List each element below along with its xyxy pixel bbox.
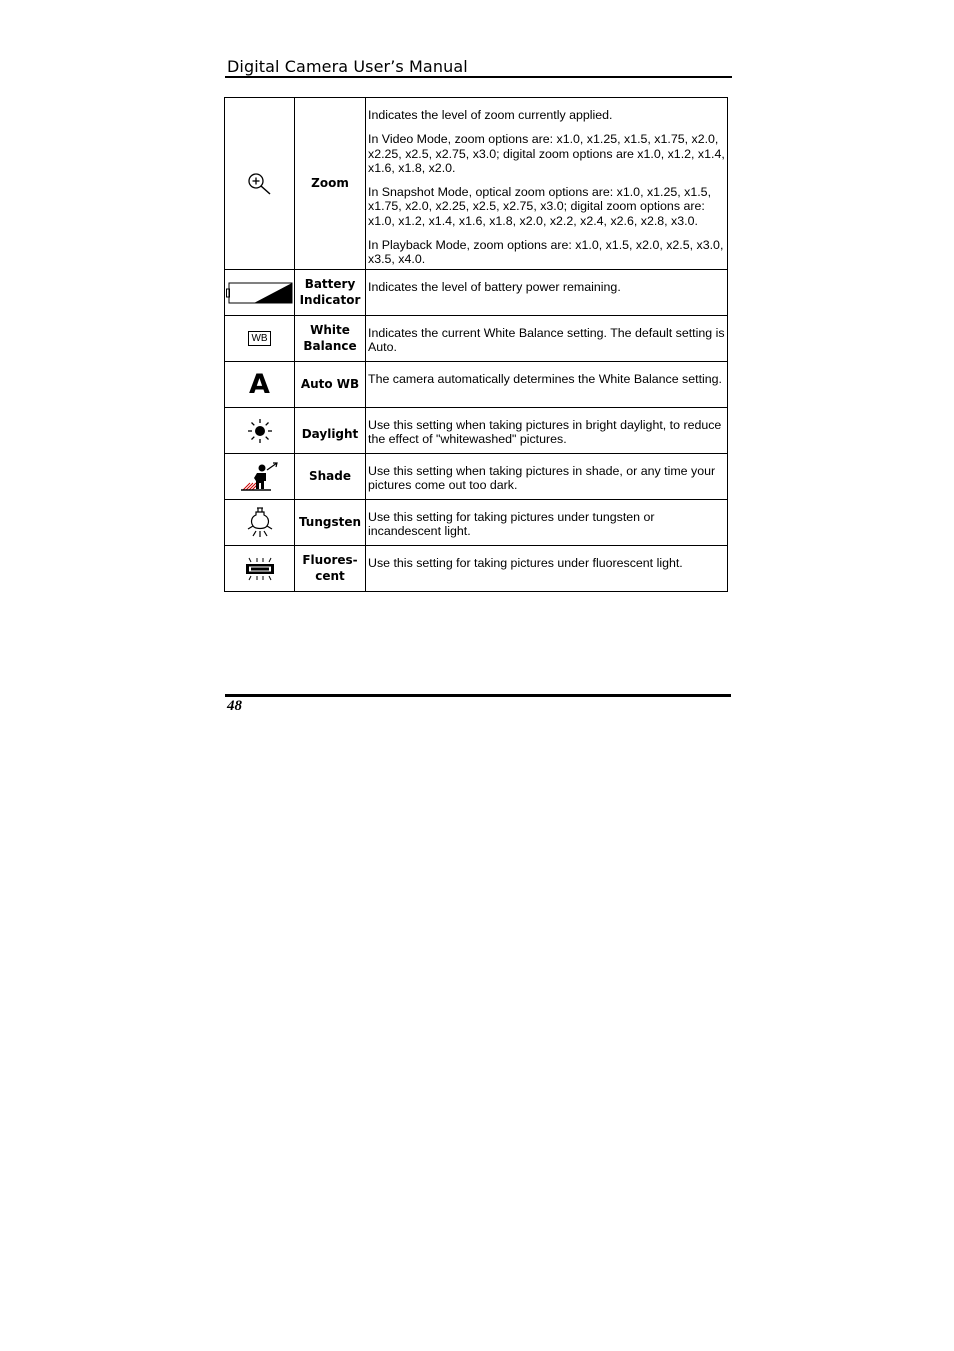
setting-description: Use this setting when taking pictures in shade, or any time your pictures come out too dark. xyxy=(366,454,728,500)
camera-settings-table xyxy=(224,97,728,592)
table-row xyxy=(225,98,728,270)
page-number: 48 xyxy=(227,698,242,714)
auto-wb-icon: A xyxy=(249,368,270,400)
setting-name: Zoom xyxy=(295,98,366,270)
setting-name: Battery Indicator xyxy=(295,270,366,316)
setting-description: Indicates the level of battery power remaining. xyxy=(366,270,728,316)
setting-description: Use this setting for taking pictures under tungsten or incandescent light. xyxy=(366,500,728,546)
zoom-magnifier-icon xyxy=(247,172,273,196)
daylight-sun-icon xyxy=(247,418,273,444)
setting-name: White Balance xyxy=(295,316,366,362)
table-row xyxy=(225,362,728,408)
table-row xyxy=(225,316,728,362)
table-row xyxy=(225,270,728,316)
header-rule xyxy=(225,76,732,78)
battery-icon xyxy=(226,281,293,305)
setting-description: Indicates the current White Balance setting. The default setting is Auto. xyxy=(366,316,728,362)
table-row xyxy=(225,546,728,592)
setting-name: Shade xyxy=(295,454,366,500)
tungsten-bulb-icon xyxy=(245,507,275,539)
setting-name: Auto WB xyxy=(295,362,366,408)
setting-description: Indicates the level of zoom currently applied. In Video Mode, zoom options are: x1.0, x1.25, x1.5, x1.75, x2.0, x2.25, x2.5, x2.75, x3.0; digital zoom options are x1.0, x1.2, x1.4, x1.6, x1.8, x2.0. In Snapshot Mode, optical zoom options are: x1.0, x1.25, x1.5, x1.75, x2.0, x2.25, x2.5, x2.75, x3.0; digital zoom options are: x1.0, x1.2, x1.4, x1.6, x1.8, x2.0, x2.2, x2.4, x2.6, x2.8, x3.0. In Playback Mode, zoom options are: x1.0, x1.5, x2.0, x2.5, x3.0, x3.5, x4.0. xyxy=(366,98,728,270)
fluorescent-tube-icon xyxy=(244,557,276,581)
page-header-title: Digital Camera User’s Manual xyxy=(227,57,468,76)
table-row xyxy=(225,500,728,546)
footer-rule xyxy=(225,694,731,697)
setting-description: Use this setting for taking pictures under fluorescent light. xyxy=(366,546,728,592)
setting-name: Tungsten xyxy=(295,500,366,546)
white-balance-icon: WB xyxy=(248,331,270,346)
setting-name: Fluores- cent xyxy=(295,546,366,592)
table-row xyxy=(225,454,728,500)
setting-name: Daylight xyxy=(295,408,366,454)
table-row xyxy=(225,408,728,454)
setting-description: The camera automatically determines the White Balance setting. xyxy=(366,362,728,408)
setting-description: Use this setting when taking pictures in bright daylight, to reduce the effect of "whitewashed" pictures. xyxy=(366,408,728,454)
shade-person-icon xyxy=(241,461,279,493)
